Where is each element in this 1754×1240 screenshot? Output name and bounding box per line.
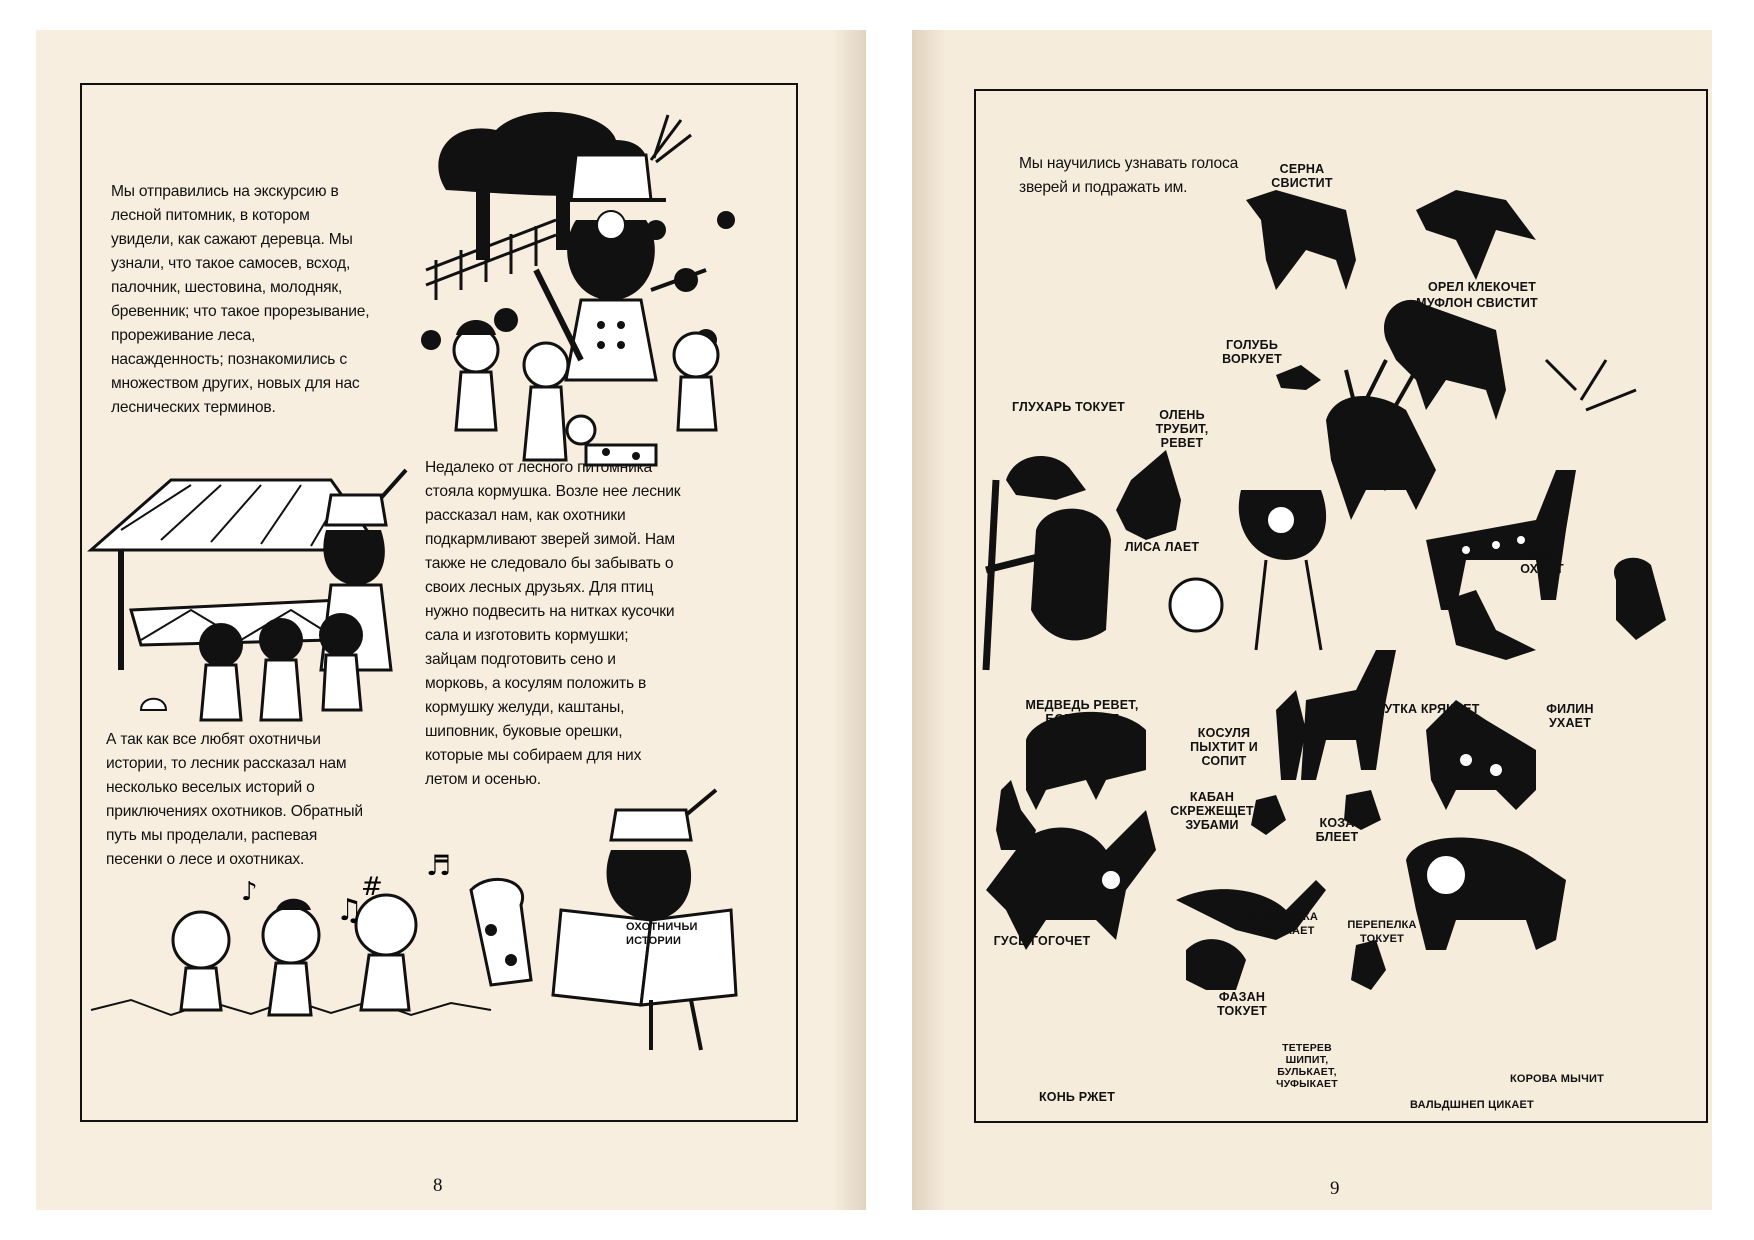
- label-pigeon: ГОЛУБЬ ВОРКУЕТ: [1222, 338, 1282, 366]
- svg-text:#: #: [361, 872, 383, 902]
- label-chamois: СЕРНА СВИСТИТ: [1271, 162, 1333, 190]
- page-number-left: 8: [433, 1175, 443, 1196]
- label-horse: КОНЬ РЖЕТ: [1038, 1090, 1116, 1104]
- voices-intro-paragraph: Мы научились узнавать голоса зверей и подражать им.: [1019, 155, 1239, 196]
- feeder-illustration: [81, 470, 411, 730]
- label-bear: МЕДВЕДЬ РЕВЕТ, БОРМОЧЕТ: [1025, 698, 1139, 726]
- left-page: [36, 30, 866, 1210]
- animals-voices-illustration: [976, 90, 1702, 1115]
- page-gutter-shadow: [912, 30, 946, 1210]
- stories-paragraph: А так как все любят охотничьи истории, то лесник рассказал нам несколько веселых историй о приключениях охотников. Обратный путь мы проделали, распевая песенки о лесе и охотниках.: [106, 731, 363, 868]
- label-woodcock: ВАЛЬДШНЕП ЦИКАЕТ: [1410, 1099, 1534, 1111]
- label-goat: КОЗА БЛЕЕТ: [1315, 816, 1359, 844]
- label-cow: КОРОВА МЫЧИТ: [1509, 1073, 1605, 1085]
- label-roe-deer: КОСУЛЯ ПЫХТИТ И СОПИТ: [1190, 726, 1258, 768]
- forester-nursery-illustration: [406, 100, 786, 480]
- label-fallow-deer: ЛАНЬ ОХАЕТ: [1520, 548, 1564, 576]
- label-partridge: КУРОПАТКА ЧИРИКАЕТ: [1249, 911, 1319, 937]
- label-eagle: ОРЕЛ КЛЕКОЧЕТ: [1427, 280, 1537, 294]
- feeder-paragraph: Недалеко от лесного питомника стояла кормушка. Возле нее лесник рассказал нам, как охотники подкармливают зверей зимой. Нам также не следовало бы забывать о своих лесных друзьях. Для птиц нужно подвесить на нитках кусочки сала и изготовить кормушки; зайцам подготовить сено и морковь, а косулям положить в кормушку желуди, каштаны, шиповник, буковые орешки, которые мы собираем для них летом и осенью.: [425, 459, 681, 788]
- label-duck: УТКА КРЯКАЕТ: [1384, 702, 1480, 716]
- svg-text:♫: ♫: [336, 893, 363, 928]
- page-gutter-shadow: [832, 30, 866, 1210]
- page-number-right: 9: [1330, 1178, 1340, 1199]
- book-title-label: ОХОТНИЧЬИ ИСТОРИИ: [626, 921, 698, 947]
- singing-children-illustration: [91, 810, 771, 1100]
- right-page: [912, 30, 1712, 1210]
- label-mouflon: МУФЛОН СВИСТИТ: [1416, 296, 1538, 310]
- label-capercaillie: ГЛУХАРЬ ТОКУЕТ: [1012, 400, 1126, 414]
- svg-text:♬: ♬: [426, 849, 452, 882]
- label-boar: КАБАН СКРЕЖЕЩЕТ ЗУБАМИ: [1170, 790, 1254, 832]
- label-pheasant: ФАЗАН ТОКУЕТ: [1217, 990, 1267, 1018]
- intro-paragraph: Мы отправились на экскурсию в лесной питомник, в котором увидели, как сажают деревца. Мы узнали, что такое самосев, всход, палочник, шестовина, молодняк, бревенник; что такое прорезывание, прореживание леса, насажденность; познакомились с множеством других, новых для нас леснических терминов.: [111, 183, 370, 416]
- label-quail: ПЕРЕПЕЛКА ТОКУЕТ: [1347, 919, 1417, 945]
- label-owl: ФИЛИН УХАЕТ: [1546, 702, 1594, 730]
- svg-text:♪: ♪: [241, 877, 258, 907]
- label-red-deer: ОЛЕНЬ ТРУБИТ, РЕВЕТ: [1155, 408, 1209, 450]
- label-black-grouse: ТЕТЕРЕВ ШИПИТ, БУЛЬКАЕТ, ЧУФЫКАЕТ: [1276, 1042, 1338, 1090]
- label-goose: ГУСЬ ГОГОЧЕТ: [993, 934, 1091, 948]
- label-fox: ЛИСА ЛАЕТ: [1124, 540, 1200, 554]
